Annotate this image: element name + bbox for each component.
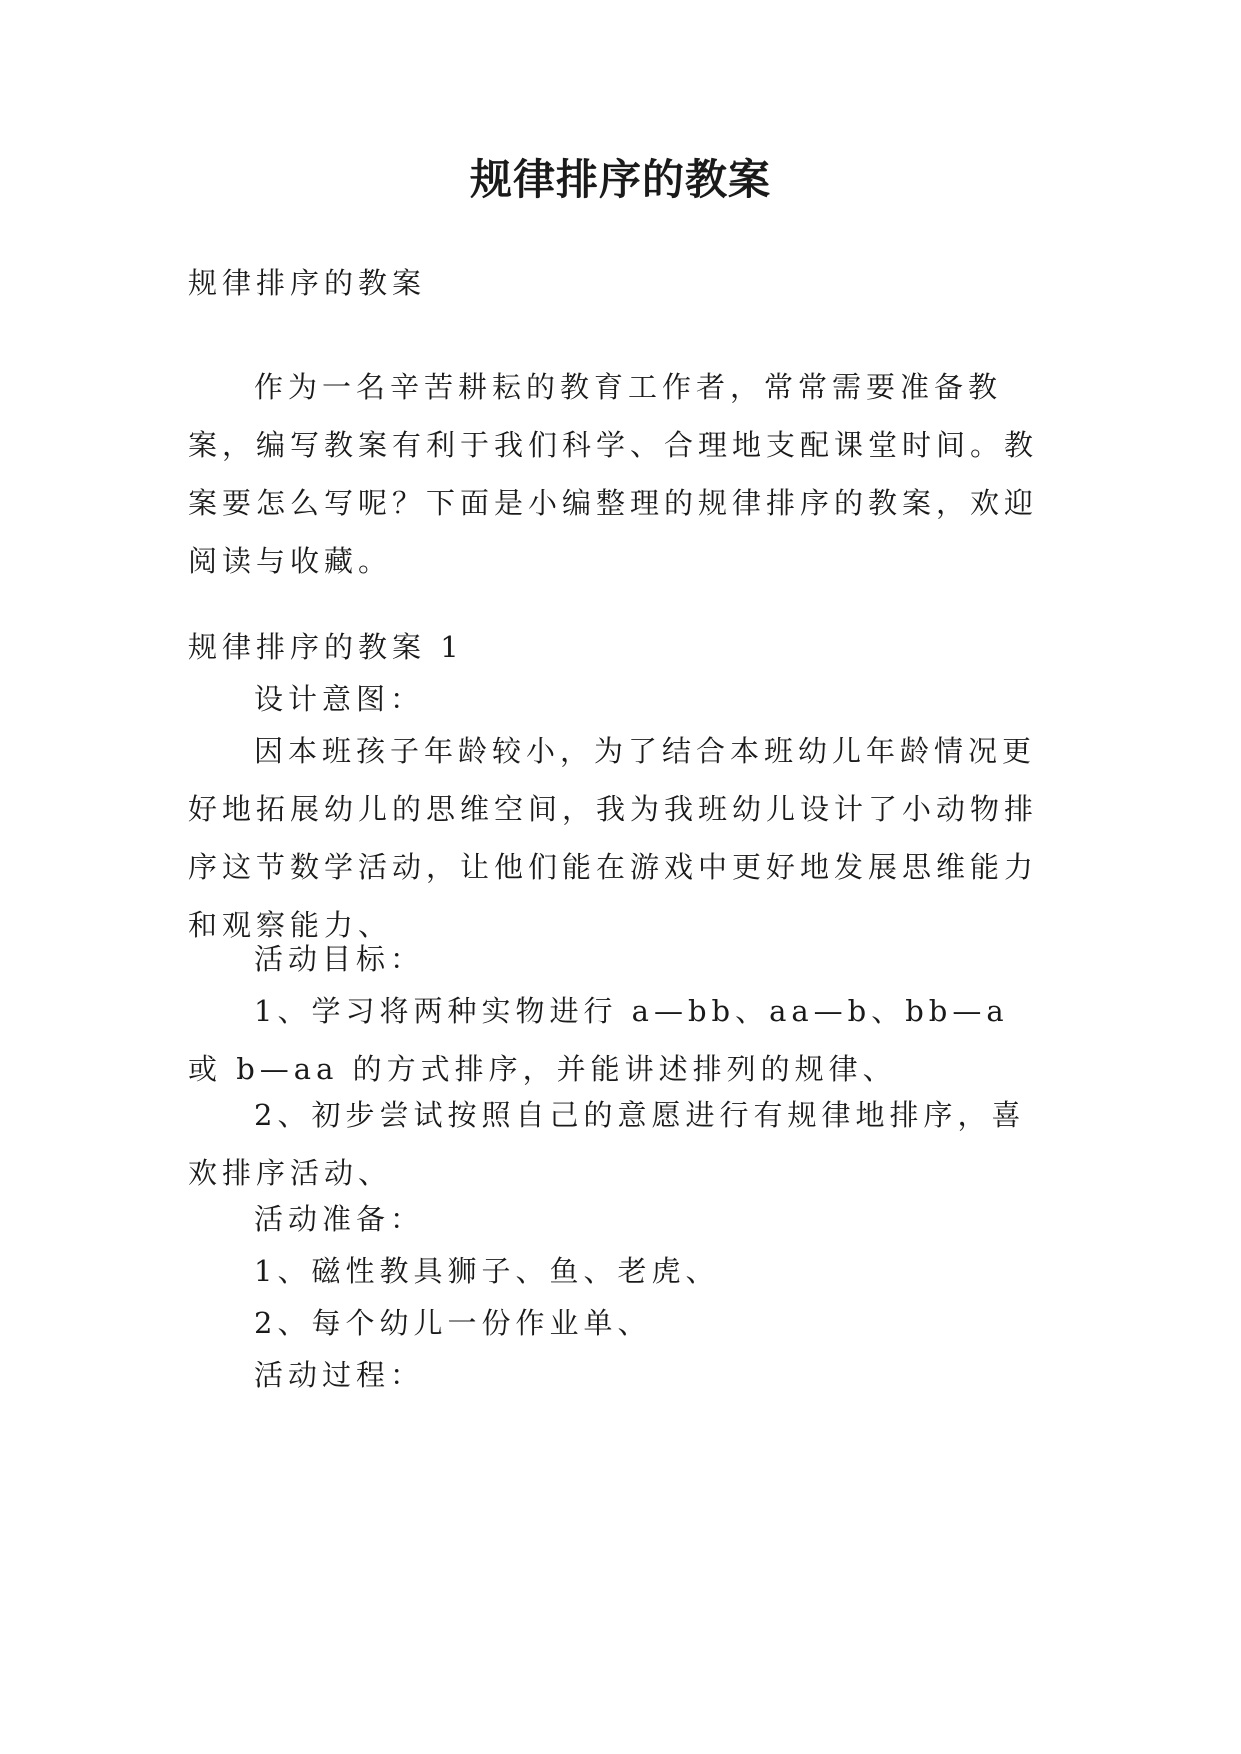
design-intent-label: 设计意图： (254, 682, 425, 716)
preparation-item-1: 1、磁性教具狮子、鱼、老虎、 (254, 1254, 720, 1288)
goal-item-2: 2、初步尝试按照自己的意愿进行有规律地排序，喜欢排序活动、 (188, 1098, 1026, 1190)
goals-label: 活动目标： (254, 942, 425, 976)
design-intent-paragraph: 因本班孩子年龄较小，为了结合本班幼儿年龄情况更好地拓展幼儿的思维空间，我为我班幼儿设计了小动物排序这节数学活动，让他们能在游戏中更好地发展思维能力和观察能力、 (188, 734, 1039, 942)
preparation-label: 活动准备： (254, 1202, 425, 1236)
section-heading: 规律排序的教案 1 (188, 630, 464, 664)
process-label: 活动过程： (254, 1358, 425, 1392)
goal-item-1: 1、学习将两种实物进行 a—bb、aa—b、bb—a 或 b—aa 的方式排序，并能讲述排列的规律、 (188, 994, 1009, 1086)
document-title: 规律排序的教案 (469, 155, 771, 204)
subtitle: 规律排序的教案 (188, 266, 427, 300)
preparation-item-2: 2、每个幼儿一份作业单、 (254, 1306, 652, 1340)
intro-paragraph: 作为一名辛苦耕耘的教育工作者，常常需要准备教案，编写教案有利于我们科学、合理地支配课堂时间。教案要怎么写呢？下面是小编整理的规律排序的教案，欢迎阅读与收藏。 (188, 370, 1039, 578)
